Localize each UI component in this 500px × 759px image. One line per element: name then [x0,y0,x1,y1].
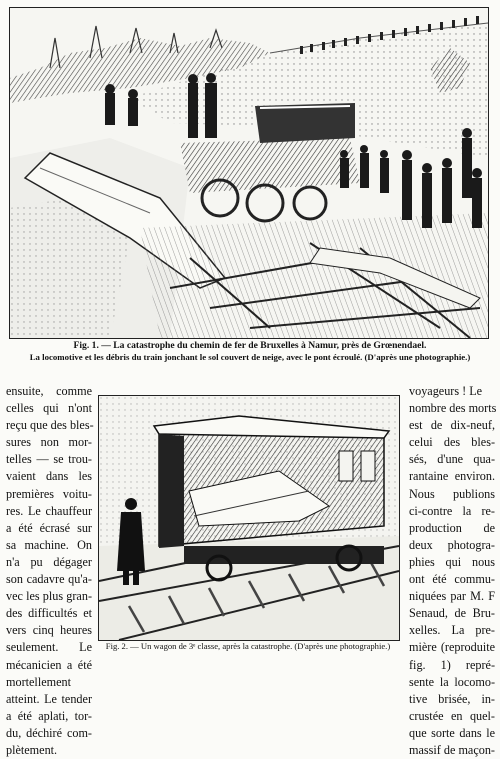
left-column-line: res. Le chauffeur [6,503,92,518]
right-column-line: sente la locomo- [409,674,495,689]
figure-2-caption: Fig. 2. — Un wagon de 3ᵉ classe, après la catastrophe. (D'après une photographie.) [105,641,391,651]
right-column-line: xelles. La pre- [409,623,495,638]
right-column-line: mière (reproduite [409,640,495,655]
right-column-line: Nous publions [409,486,495,501]
left-column-line: vec les plus gran- [6,589,92,604]
left-column-line: mortellement [6,674,71,689]
right-column-line: deux photogra- [409,537,495,552]
left-column-line: vers cinq heures [6,623,92,638]
right-column-line: celui des bles- [409,435,495,450]
figure-1-engraving [9,7,489,339]
right-column-line: niquées par M. F [409,589,495,604]
right-column-line: que sorte dans le [409,725,495,740]
left-column-line: a été écrasé sur [6,520,92,535]
right-column-line: fig. 1) repré- [409,657,495,672]
figure-1-caption-subtitle: La locomotive et les débris du train jonchant le sol couvert de neige, avec le pont écroulé. (D'après une photographie.) [29,351,471,362]
left-column-line: son cadavre qu'a- [6,572,92,587]
figure-1-caption [5,340,495,363]
left-column-line: du, déchiré com- [6,725,92,740]
left-column-line: des difficultés et [6,606,92,621]
left-column-line: premières voitu- [6,486,92,501]
right-column-line: massif de maçon- [409,742,495,757]
left-column-line: n'a pu dégager [6,554,92,569]
right-column-line: production de [409,520,495,535]
figure-2-engraving [98,395,400,641]
left-column-line: reçu que des bles- [6,418,94,433]
left-column-line: plètement. [6,742,58,757]
right-text-column [409,383,495,759]
left-text-column [6,383,92,759]
right-column-line: ci-contre la re- [409,503,495,518]
left-column-line: celles qui n'ont [6,401,92,416]
left-column-line: ensuite, comme [6,384,92,398]
right-column-line: crustée en quel- [409,708,495,723]
right-column-line: sés, d'une qua- [409,452,495,467]
right-column-line: Senaud, de Bru- [409,606,495,621]
figure-1-caption-title: Fig. 1. — La catastrophe du chemin de fer de Bruxelles à Namur, près de Grœnendael. [73,340,427,351]
left-column-line: atteint. Le tender [6,691,92,706]
train-wreck-illustration [10,8,488,338]
left-column-line: mécanicien a été [6,657,92,672]
right-column-line: tive brisée, in- [409,691,495,706]
left-column-line: a été aplati, tor- [6,708,92,723]
right-column-line: rantaine environ. [409,469,495,484]
left-column-line: vaient dans les [6,469,92,484]
left-column-line: seulement. Le [6,640,92,655]
right-column-line: est de dix-neuf, [409,418,495,433]
left-column-line: telles — se trou- [6,452,92,467]
right-column-line: phies qui nous [409,554,495,569]
right-column-line: ont été commu- [409,572,495,587]
right-column-line: voyageurs ! Le [409,384,483,398]
right-column-line: nombre des morts [409,401,497,416]
wrecked-wagon-illustration [99,396,399,640]
left-column-line: sa machine. On [6,537,92,552]
left-column-line: sures non mor- [6,435,92,450]
